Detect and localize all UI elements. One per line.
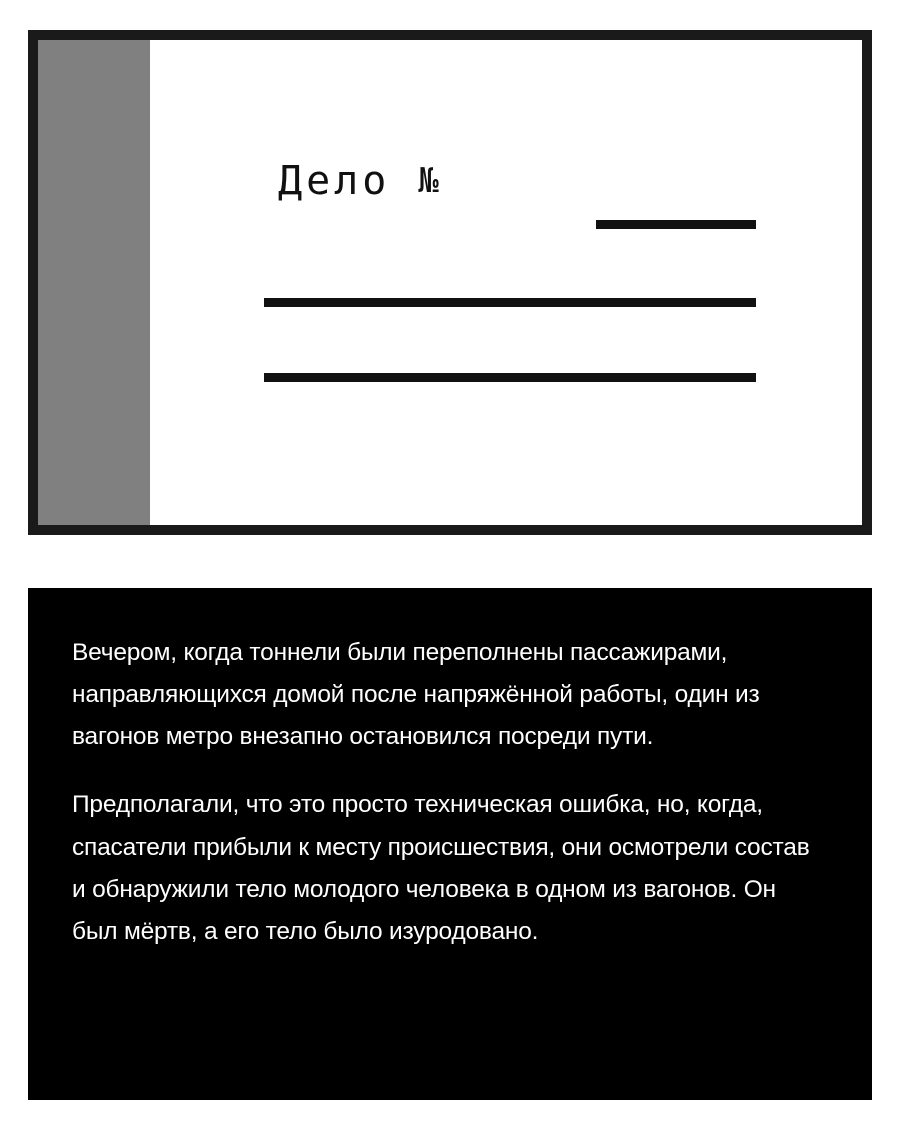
narration-paragraph: Вечером, когда тоннели были переполнены пассажирами, направляющихся домой после напряжённой работы, один из вагонов метро внезапно остановился посреди пути. (72, 639, 760, 751)
folder-title-word: Дело (278, 158, 391, 204)
case-folder-panel (28, 30, 872, 535)
folder-number-rule (596, 220, 756, 229)
folder-blank-rule-1 (264, 298, 756, 307)
folder-paper (38, 40, 862, 525)
narration-paragraph: Предполагали, что это просто техническая ошибка, но, когда, спасатели прибыли к месту происшествия, они осмотрели состав и обнаружили тело молодого человека в одном из вагонов. Он был мёртв, а его тело было изуродовано. (72, 791, 810, 945)
number-sign-icon: № (418, 161, 443, 201)
folder-blank-rule-2 (264, 373, 756, 382)
folder-title (278, 158, 443, 204)
folder-spine (38, 40, 150, 525)
narration-panel (28, 588, 872, 1100)
